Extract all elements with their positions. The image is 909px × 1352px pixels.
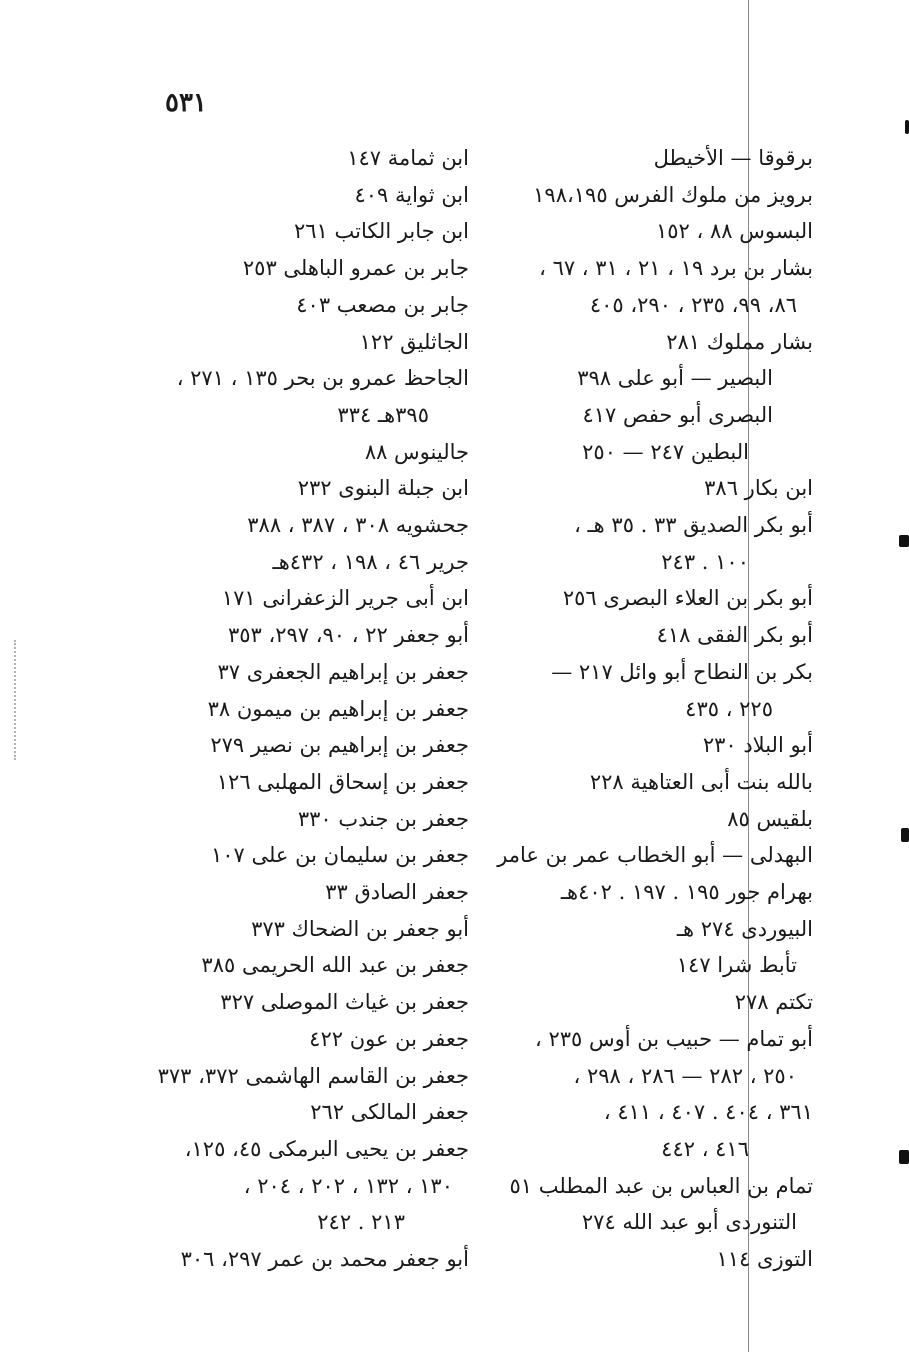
index-entry: البهدلى — أبو الخطاب عمر بن عامر (497, 843, 813, 868)
index-entry: البصرى أبو حفص ٤١٧ (582, 402, 773, 427)
index-entry: جعفر بن إسحاق المهلبى ١٢٦ (216, 769, 469, 794)
index-entry: الجاحظ عمرو بن بحر ١٣٥ ، ٢٧١ ، (176, 366, 469, 391)
index-entry: ٢١٣ . ٢٤٢ (317, 1210, 405, 1235)
index-entry: ٢٢٥ ، ٤٣٥ (685, 696, 773, 721)
index-entry: برويز من ملوك الفرس ١٩٨،١٩٥ (533, 182, 813, 207)
index-entry: جعفر بن إبراهيم بن ميمون ٣٨ (207, 696, 469, 721)
index-entry: البيوردى ٢٧٤ هـ (676, 916, 813, 941)
index-entry: جعفر بن غياث الموصلى ٣٢٧ (220, 990, 469, 1015)
index-entry: ابن جابر الكاتب ٢٦١ (293, 219, 469, 244)
index-entry: التنوردى أبو عبد الله ٢٧٤ (581, 1210, 797, 1235)
index-column-left (154, 140, 469, 1278)
index-entry: جعفر بن القاسم الهاشمى ٣٧٢، ٣٧٣ (157, 1063, 469, 1088)
index-entry: ٤١٦ ، ٤٤٢ (661, 1136, 749, 1161)
index-entry: أبو البلاد ٢٣٠ (702, 733, 813, 758)
index-entry: بشار مملوك ٢٨١ (666, 329, 813, 354)
index-entry: جحشويه ٣٠٨ ، ٣٨٧ ، ٣٨٨ (247, 513, 469, 538)
index-entry: جعفر بن إبراهيم بن نصير ٢٧٩ (210, 733, 469, 758)
index-entry: جابر بن عمرو الباهلى ٢٥٣ (242, 256, 469, 281)
scan-edge-mark (899, 1150, 909, 1164)
index-entry: جعفر بن عون ٤٢٢ (309, 1026, 469, 1051)
index-entry: جعفر المالكى ٢٦٢ (310, 1100, 469, 1125)
index-column-right (498, 140, 813, 1278)
index-entry: جرير ٤٦ ، ١٩٨ ، ٤٣٢هـ (272, 549, 469, 574)
index-entry: ٣٩٥هـ ٣٣٤ (337, 402, 429, 427)
index-entry: أبو بكر الفقى ٤١٨ (656, 623, 813, 648)
index-entry: تكتم ٢٧٨ (734, 990, 813, 1015)
page-number: ٥٣١ (165, 88, 207, 118)
index-entry: الجاثليق ١٢٢ (359, 329, 469, 354)
index-entry: جابر بن مصعب ٤٠٣ (296, 292, 469, 317)
index-entry: تمام بن العباس بن عبد المطلب ٥١ (509, 1173, 813, 1198)
index-entry: بكر بن النطاح أبو وائل ٢١٧ — (551, 659, 813, 684)
scan-edge-mark (905, 120, 909, 134)
index-entry: تأبط شرا ١٤٧ (676, 953, 797, 978)
index-entry: ابن أبى جرير الزعفرانى ١٧١ (221, 586, 469, 611)
index-entry: التوزى ١١٤ (716, 1247, 813, 1272)
index-entry: ابن جبلة البنوى ٢٣٢ (297, 476, 469, 501)
index-entry: البطين ٢٤٧ — ٢٥٠ (582, 439, 749, 464)
index-entry: ٣٦١ ، ٤٠٤ . ٤٠٧ ، ٤١١ ، (603, 1100, 813, 1125)
index-entry: أبو جعفر محمد بن عمر ٢٩٧، ٣٠٦ (180, 1247, 469, 1272)
index-entry: أبو تمام — حبيب بن أوس ٢٣٥ ، (535, 1026, 813, 1051)
index-entry: البسوس ٨٨ ، ١٥٢ (655, 219, 813, 244)
index-entry: جعفر بن جندب ٣٣٠ (297, 806, 469, 831)
index-entry: جعفر بن عبد الله الحريمى ٣٨٥ (201, 953, 469, 978)
index-entry: ابن ثواية ٤٠٩ (354, 182, 469, 207)
index-entry: ١٣٠ ، ١٣٢ ، ٢٠٢ ، ٢٠٤ ، (243, 1173, 453, 1198)
index-entry: ١٠٠ . ٢٤٣ (661, 549, 749, 574)
index-entry: ٨٦، ٩٩، ٢٣٥ ، ٢٩٠، ٤٠٥ (589, 292, 797, 317)
index-entry: ابن ثمامة ١٤٧ (347, 146, 469, 170)
index-entry: أبو جعفر بن الضحاك ٣٧٣ (251, 916, 469, 941)
index-entry: بهرام جور ١٩٥ . ١٩٧ . ٤٠٢هـ (560, 880, 813, 905)
index-entry: برقوقا — الأخيطل (653, 146, 813, 170)
index-entry: أبو جعفر ٢٢ ، ٩٠، ٢٩٧، ٣٥٣ (227, 623, 469, 648)
index-entry: بشار بن برد ١٩ ، ٢١ ، ٣١ ، ٦٧ ، (539, 256, 813, 281)
index-entry: أبو بكر الصديق ٣٣ . ٣٥ هـ ، (574, 513, 813, 538)
index-entry: جعفر بن إبراهيم الجعفرى ٣٧ (217, 659, 469, 684)
index-entry: ابن بكار ٣٨٦ (704, 476, 813, 501)
scan-edge-mark (899, 535, 909, 547)
index-entry: بلقيس ٨٥ (727, 806, 813, 831)
index-entry: جعفر بن يحيى البرمكى ٤٥، ١٢٥، (184, 1136, 469, 1161)
index-entry: البصير — أبو على ٣٩٨ (577, 366, 773, 391)
index-entry: جعفر بن سليمان بن على ١٠٧ (210, 843, 469, 868)
index-entry: أبو بكر بن العلاء البصرى ٢٥٦ (562, 586, 813, 611)
index-entry: جالينوس ٨٨ (364, 439, 469, 464)
scan-margin-dots (14, 640, 16, 760)
index-entry: بالله بنت أبى العتاهية ٢٢٨ (589, 769, 813, 794)
index-entry: ٢٥٠ ، ٢٨٢ — ٢٨٦ ، ٢٩٨ ، (573, 1063, 797, 1088)
scan-edge-mark (901, 828, 909, 842)
index-entry: جعفر الصادق ٣٣ (325, 880, 469, 905)
